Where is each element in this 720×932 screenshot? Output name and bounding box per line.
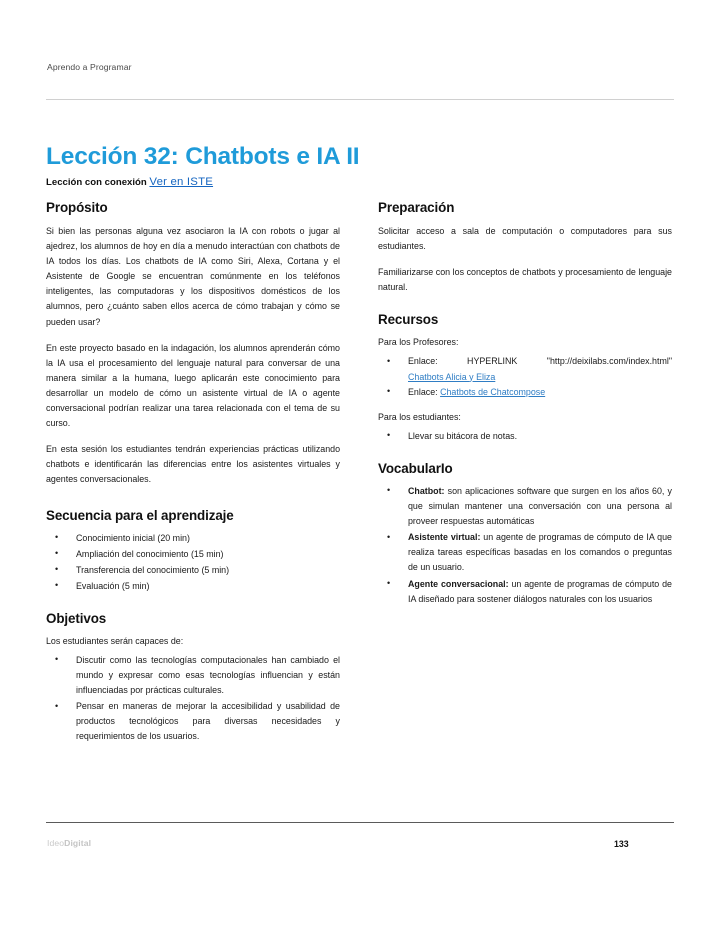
heading-preparacion: Preparación <box>378 200 455 215</box>
list-item-resource-link-1 <box>378 354 672 384</box>
page-title: Lección 32: Chatbots e IA II <box>46 143 360 171</box>
list-item: • Evaluación (5 min) <box>46 579 340 594</box>
lesson-connection-line <box>46 176 213 188</box>
hyperlink-field-code: HYPERLINK <box>467 356 518 367</box>
footer-logo-ideo: Ideo <box>47 838 65 848</box>
heading-secuencia: Secuencia para el aprendizaje <box>46 507 234 523</box>
page-number: 133 <box>614 839 629 849</box>
recursos-teachers-lead: Para los Profesores: <box>378 337 459 348</box>
left-column <box>46 200 340 746</box>
list-item: • Transferencia del conocimiento (5 min) <box>46 563 340 578</box>
list-item: • Conocimiento inicial (20 min) <box>46 531 340 546</box>
recursos-students-list <box>378 429 672 444</box>
proposito-paragraph-1: Si bien las personas alguna vez asociaron la IA con robots o jugar al ajedrez, los alumnos de hoy en día a menudo interactúan con chatbots de IA todos los días. Los chatbots de IA como Siri, Alexa, Cortana y el Asistente de Google se encuentran comúnmente en los teléfonos inteligentes, las computadoras y los dispositivos domésticos de los alumnos, pero ¿cuánto saben ellos acerca de cómo trabajan y cómo se pueden usar? <box>46 226 340 327</box>
secuencia-list <box>46 531 340 594</box>
proposito-paragraph-2: En este proyecto basado en la indagación, los alumnos aprenderán cómo la IA usa el procesamiento del lenguaje natural para conversar de una manera similar a la humana, luego aplicarán este conocimiento para desarrollar un modelo de cómo un asistente virtual de IA o agente conversacional podrían realizar una tarea relacionada con el tema de su curso. <box>46 342 340 429</box>
list-item-vocab-agente-conversacional <box>378 577 672 607</box>
heading-objetivos: Objetivos <box>46 610 107 626</box>
heading-proposito: Propósito <box>46 200 108 215</box>
recursos-teachers-list <box>378 354 672 399</box>
list-item-vocab-asistente-virtual <box>378 530 672 575</box>
running-header: Aprendo a Programar <box>47 62 132 72</box>
list-item: • Llevar su bitácora de notas. <box>378 429 672 444</box>
right-column <box>378 200 672 608</box>
recursos-students-lead: Para los estudiantes: <box>378 411 461 422</box>
lesson-connection-label: Lección con conexión <box>46 177 150 188</box>
proposito-paragraph-3: En esta sesión los estudiantes tendrán experiencias prácticas utilizando chatbots e identificarán las diferencias entre los asistentes virtuales y agentes conversacionales. <box>46 444 340 485</box>
vocab-term: Asistente virtual: <box>408 532 481 543</box>
list-item: • Ampliación del conocimiento (15 min) <box>46 547 340 562</box>
footer-logo <box>47 838 91 848</box>
enlace-label: • Enlace: <box>408 356 438 367</box>
preparacion-paragraph-2: Familiarizarse con los conceptos de chatbots y procesamiento de lenguaje natural. <box>378 267 672 293</box>
hyperlink-field-row <box>408 354 672 369</box>
chatbots-chatcompose-link[interactable]: Chatbots de Chatcompose <box>440 386 546 397</box>
list-item-resource-link-2 <box>378 385 672 400</box>
vocabulario-list <box>378 484 672 607</box>
heading-recursos: Recursos <box>378 312 439 328</box>
vocab-term: Agente conversacional: <box>408 578 509 589</box>
footer-logo-digital: Digital <box>64 838 92 848</box>
enlace-label: Enlace: <box>408 386 441 397</box>
vocab-definition: un agente de programas de cómputo de IA diseñado para sostener diálogos naturales con los usuarios <box>408 578 672 604</box>
iste-link[interactable]: Ver en ISTE <box>149 176 214 188</box>
hyperlink-url: "http://deixilabs.com/index.html" <box>546 356 672 367</box>
heading-vocabulario: VocabularIo <box>378 460 453 476</box>
vocab-definition: un agente de programas de cómputo de IA que realiza tareas específicas basadas en los comandos o preguntas de un usuario. <box>408 532 672 573</box>
objetivos-lead: Los estudiantes serán capaces de: <box>46 635 184 646</box>
chatbots-alicia-eliza-link[interactable]: Chatbots Alicia y Eliza <box>408 371 496 382</box>
list-item: • Pensar en maneras de mejorar la accesibilidad y usabilidad de productos tecnológicos para diversas necesidades y requerimientos de los usuarios. <box>46 699 340 744</box>
objetivos-list <box>46 653 340 745</box>
footer-divider <box>46 822 674 823</box>
preparacion-paragraph-1: Solicitar acceso a sala de computación o computadores para sus estudiantes. <box>378 226 672 252</box>
vocab-term: Chatbot: <box>408 485 445 496</box>
list-item-vocab-chatbot <box>378 484 672 529</box>
header-divider <box>46 99 674 100</box>
list-item: • Discutir como las tecnologías computacionales han cambiado el mundo y expresar como esas tecnologías influencian y están influenciadas por prácticas culturales. <box>46 653 340 698</box>
vocab-definition: son aplicaciones software que surgen en los años 60, y que simulan mantener una conversación con una persona al proveer respuestas automáticas <box>408 485 672 527</box>
